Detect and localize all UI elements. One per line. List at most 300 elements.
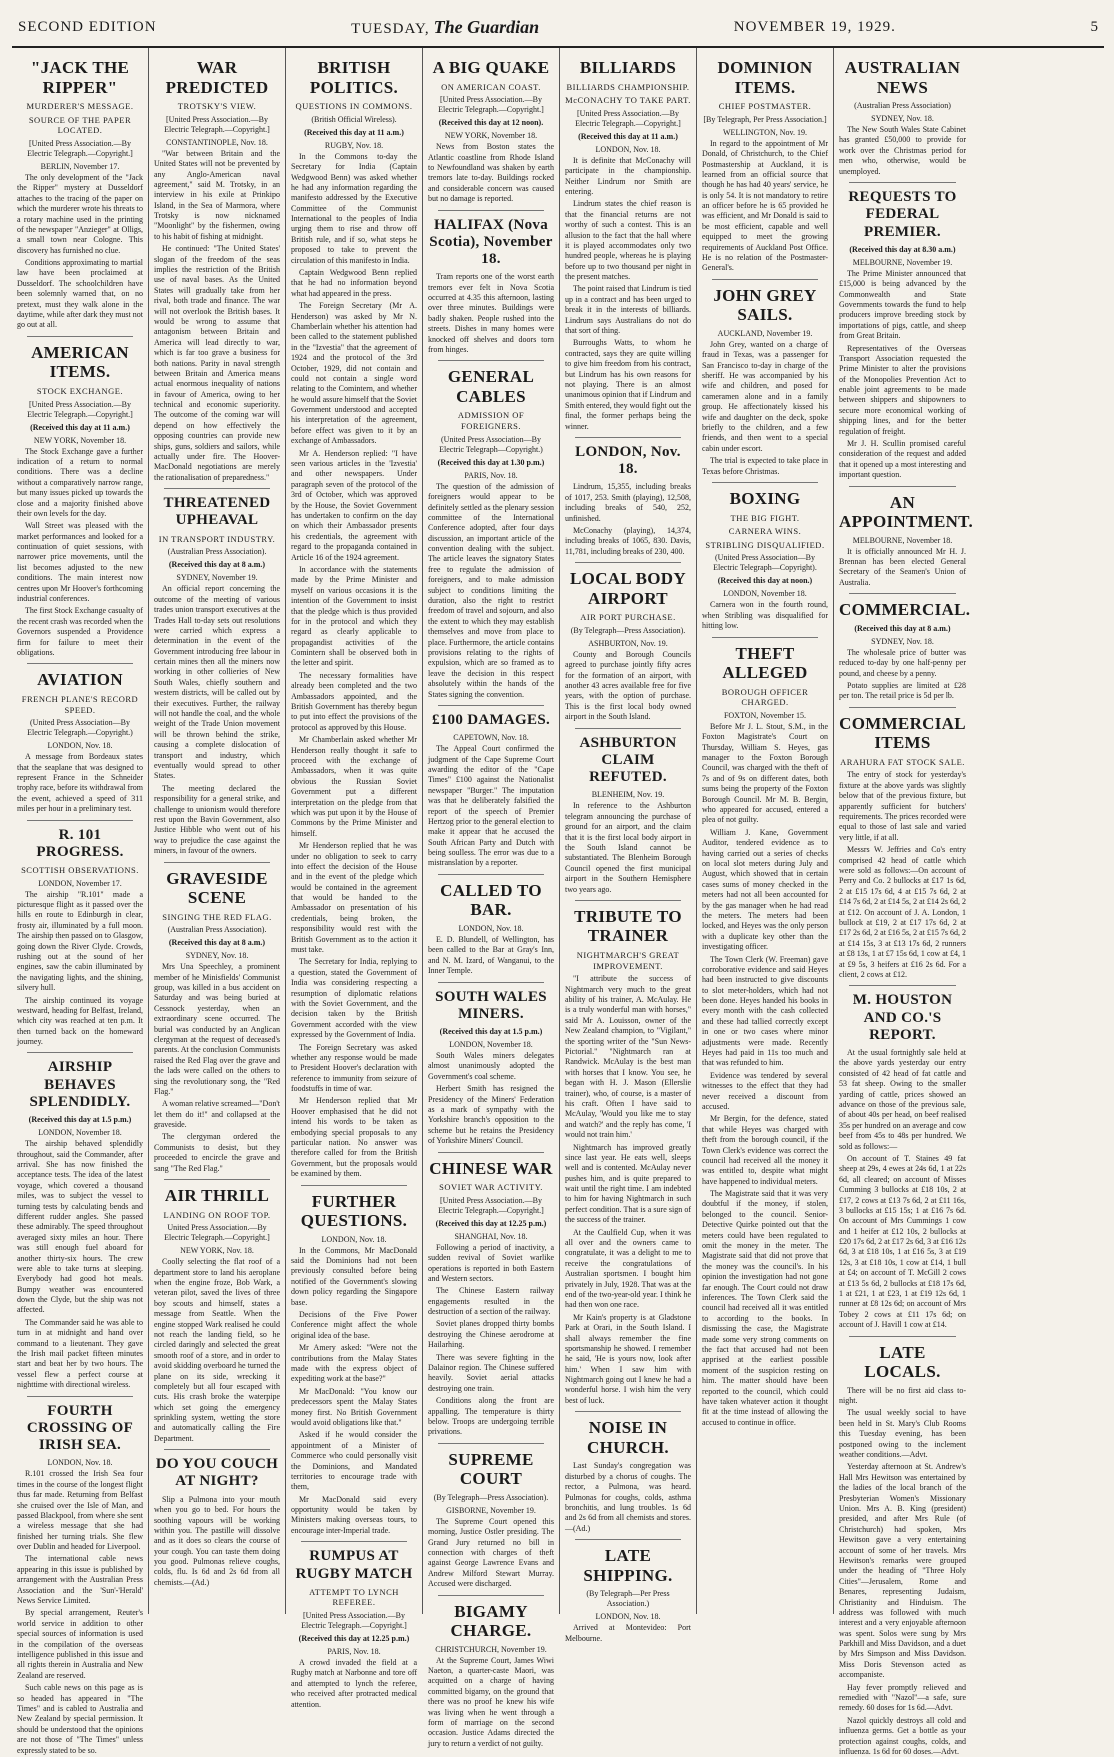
article-paragraph: Carnera won in the fourth round, when Stribling was disqualified for hitting low. [702,600,828,631]
article [428,58,554,205]
article-headline: REQUESTS TO FEDERAL PREMIER. [848,189,957,240]
article-paragraph: E. D. Blundell, of Wellington, has been called to the Bar at Gray's Inn, and N. M. Izard, of Wanganui, to the Inner Temple. [428,934,554,976]
article-paragraph: Mr A. Henderson replied: "I have seen various articles in the 'Izvestia' and other newspapers. Under paragraph seven of the protocol of the 3rd of October, which was approved by the House, the Soviet Government has undertaken to confirm on the day on which their Ambassador presents his credentials, the agreement with regard to the propaganda contained in Article 16 of the 1924 agreement. [291,448,417,562]
article-paragraph: He continued: "The United States' slogan of the freedom of the seas implies the restriction of the British use of naval bases. As the United States will gradually take from her rival, both trade and finance. The war will not overlook the British bases. It would be wrong to assume that antagonism between Britain and America will lead directly to war, which is far too grave a business for both nations. Parity in naval strength between Britain and America means actual enormous inequality of nations in favour of America, owing to her technical and economic superiority. The outcome of the coming war will depend on how effectively the opposing countries can provide new ships, guns, soldiers and sailors, while actually under fire. The Hoover-MacDonald negotiations are merely the rationalisation of preparedness." [154,244,280,482]
article-paragraph: Arrived at Montevideo: Port Melbourne. [565,1623,691,1643]
article-divider [849,707,956,708]
article [702,644,828,1429]
column-6 [697,48,834,1614]
article-credit: [United Press Association.—By Electric Telegraph.—Copyright.] [301,1611,407,1630]
article-divider [438,1595,544,1596]
article-received-time: (Received this day at 8.30 a.m.) [849,244,956,254]
article-headline: THEFT ALLEGED [722,643,808,683]
article-paragraph: Mr Bergin, for the defence, stated that while Heyes was charged with theft from the borough council, if the Town Clerk's evidence was correct the council had received all the money it was entitled to, despite what might have happened to individual meters. [702,1114,828,1186]
article-paragraph: At the Supreme Court, James Wiwi Naeton, a quarter-caste Maori, was acquitted on a charge of having committed bigamy, on the ground that there was no proof he knew his wife was living when he went through a form of marriage on the second occasion. Justice Adams directed the jury to return a verdict of not guilty. [428,1655,554,1748]
issue-date: NOVEMBER 19, 1929. [733,18,896,35]
article-paragraph: R.101 crossed the Irish Sea four times in the course of the longest flight thus far made. Returning from Belfast she cruised over the Isle of Man, and passed Blackpool, from where she sent a wireless message that she had finished her turning trials. She flew over Dublin and headed for Liverpool. [17,1469,143,1552]
article-paragraph: The international cable news appearing in this issue is published by arrangement with the Australian Press Association and the 'Sun'-'Herald' News Service Limited. [17,1554,143,1606]
article-headline: FOURTH CROSSING OF IRISH SEA. [26,1402,134,1454]
article-headline: £100 DAMAGES. [431,711,551,728]
article-headline: CALLED TO BAR. [440,880,542,920]
article-paragraph: Messrs W. Jeffries and Co's entry comprised 42 head of cattle which were sold as follows:—On account of Perry and Co. 2 bullocks at £17 1s 6d, 2 at £15 17s 6d, 4 at £15 7s 6d, 2 at £14 7s 6d, 2 at £14 5s, 2 at £14 2s 6d, 2 at £12. On account of J. A. London, 1 bullock at £19, 2 at £17 17s 6d, 2 at £17 2s 6d, 2 at £16 5s, 2 at £15 7s 6d, 2 at £14 15s, 3 at £13 17s 6d, 2 runners at £8 13s, 1 at £7 15s 6d, 1 cow at £4, 1 at £9 5s, 3 heifers at £16 2s 6d. For a client, 2 cows at £12. [839,845,966,979]
article-dateline: NEW YORK, Nov. 18. [180,1246,254,1256]
article-headline: BIGAMY CHARGE. [450,1601,532,1641]
article-subhead: FRENCH PLANE'S RECORD SPEED. [21,693,139,715]
article-paragraph: The Chinese Eastern railway engagements resulted in the destruction of a section of the railway. [428,1286,554,1317]
article-paragraph: The entry of stock for yesterday's fixture at the above yards was slightly below that of the previous fixture, but apparently sufficient for butchers' requirements. The prices recorded were equal to those of last sale and varied very little, if at all. [839,770,966,842]
article-subhead: THE BIG FIGHT. [730,512,800,523]
article-received-time: (Received this day at noon.) [717,576,813,586]
article-subhead: IN TRANSPORT INDUSTRY. [158,533,276,544]
article [17,670,143,814]
article [17,827,143,1048]
article [839,58,966,177]
article [291,1548,417,1710]
article-paragraph: At the Caulfield Cup, when it was all over and the owners came to congratulate, it was a delight to me to receive the congratulations of Australian sportsmen. I bought him privately in July, 1928. That was at the end of the two-year-old year. I think he had then won one race. [565,1227,691,1310]
article-subhead: CARNERA WINS. [728,526,802,537]
article-subhead: MURDERER'S MESSAGE. [26,101,134,112]
article-headline: BOXING [729,488,801,508]
article [565,735,691,895]
article-paragraph: Lindrum states the chief reason is that the financial returns are not worthy of such a contest. This is an allusion to the fact that the hall where it is played accommodates only two hundred people, whereas he is playing before up to two thousand per night in the present matches. [565,199,691,282]
article-dateline: LONDON, Nov. 18. [458,923,524,933]
article-headline: LATE SHIPPING. [583,1546,673,1585]
article-subhead: CHIEF POSTMASTER. [718,101,812,112]
article [565,907,691,1406]
article-headline: HALIFAX (Nova Scotia), November 18. [429,216,553,268]
article-paragraph: Nazol quickly destroys all cold and influenza germs. Get a bottle as your protection against coughs, colds, and influenza. 1s 6d for 60 doses.—Advt. [839,1715,966,1756]
article-received-time: (Received this day at 1.5 p.m.) [28,1115,132,1125]
article-divider [575,900,681,901]
article-paragraph: A message from Bordeaux states that the seaplane that was designed to represent France in the Schneider trophy race, before its withdrawal from the event, achieved a speed of 311 miles per hour in a preliminary test. [17,752,143,814]
article [154,1456,280,1588]
article-subhead: STOCK EXCHANGE. [36,385,124,396]
article-paragraph: Mr MacDonald said every opportunity would be taken by Ministers making overseas tours, to encourage inter-Imperial trade. [291,1494,417,1535]
article [154,495,280,856]
article-dateline: CHRISTCHURCH, November 19. [435,1644,547,1654]
article-divider [575,562,681,563]
article-received-time: (Received this day at 1.5 p.m.) [439,1027,543,1037]
article-paragraph: The Supreme Court opened this morning, Justice Ostler presiding. The Grand Jury returned no bill in connection with charges of theft against George Lawrence Evans and Andrew Milford Stewart Murray. Accused were discharged. [428,1516,554,1589]
article [565,1546,691,1644]
article-subhead: McCONACHY TO TAKE PART. [565,95,691,106]
article-paragraph: Evidence was tendered by several witnesses to the effect that they had never received a discount from accused. [702,1070,828,1111]
article-paragraph: A crowd invaded the field at a Rugby match at Narbonne and tore off and attempted to lynch the referee, who received after protracted medical attention. [291,1658,417,1709]
article-paragraph: Following a period of inactivity, a sudden revival of Soviet warlike operations is reported in both Eastern and Western sectors. [428,1242,554,1283]
article-dateline: LONDON, Nov. 18. [47,741,113,751]
article-received-time: (Received this day at 1.30 p.m.) [437,457,545,467]
article-subhead: ATTEMPT TO LYNCH REFEREE. [309,1586,399,1608]
article-credit: (By Telegraph—Press Association). [570,625,686,635]
article [428,881,554,977]
article-dateline: PARIS, Nov. 18. [464,470,518,480]
article-received-time: (Received this day at 12.25 p.m.) [298,1634,410,1643]
article-paragraph: McConachy (playing), 14,374, including breaks of 1065, 830. Davis, 11,781, including breaks of 230, 400. [565,526,691,556]
article-paragraph: Conditions approximating to martial law have been proclaimed at Dusseldorf. The schoolchildren have been solemnly warned that, on no pretext, must they walk alone in the daytime, while after dark they must not go out at all. [17,258,143,330]
article-paragraph: In regard to the appointment of Mr Donald, of Christchurch, to the Chief Postmastership at Auckland, it is learned from an official source that though he has had 40 years' service, he is only 54. It is not mandatory to retire an officer before he is 65 provided he was efficient, and Mr Donald is said to be most efficient, capable and well equipped to meet the growing requirements of Auckland Post Office. He is no relation of the Postmaster-General's. [702,138,828,273]
article-subhead: AIR PORT PURCHASE. [580,612,676,623]
article-paragraph: Mrs Una Speechley, a prominent member of he Minisfields' Communist group, was killed in a bus accident on Saturday and was being buried at Cessnock yesterday, when an extraordinary scene occurred. The burial was conducted by an Anglican clergyman at the request of deceased's parents. At the conclusion Communists raised the Red Flag over the grave and the lads were called on the others to sing the revolutionary song, the "Red Flag." [154,962,280,1096]
article-credit: (British Official Wireless). [311,114,397,124]
article-headline: AMERICAN ITEMS. [31,342,129,382]
article-paragraph: There was severe fighting in the Dalainor region. The Chinese suffered heavily. Soviet aerial attacks destroying one train. [428,1352,554,1393]
article-paragraph: In accordance with the statements made by the Prime Minister and myself on various occasions it is the intention of the Government to insist that the pledge which is thus provided for in the protocol and which they regard as clearly applicable to propagandist activities of the Comintern shall be observed both in the letter and spirit. [291,564,417,668]
article-divider [438,360,544,361]
column-7 [834,48,974,1756]
article-credit: (Australian Press Association) [854,101,951,111]
article-dateline: SYDNEY, Nov. 18. [185,951,249,961]
article-credit: [United Press Association.—By Electric Telegraph.—Copyright.] [27,399,133,419]
column-3 [286,48,423,1709]
article-divider [27,1052,133,1053]
article-dateline: WELLINGTON, Nov. 19. [723,127,807,137]
edition-label: SECOND EDITION [18,18,157,35]
article-dateline: BLENHEIM, Nov. 19. [591,790,665,800]
article-dateline: LONDON, Nov. 18. [595,144,661,154]
article-dateline: SYDNEY, November 19. [176,573,258,583]
weekday: TUESDAY, [351,20,430,37]
article-headline: "JACK THE RIPPER" [30,58,130,97]
article-paragraph: The clergyman ordered the Communists to desist, but they proceeded to encircle the grave and sang "The Red Flag." [154,1132,280,1173]
article-dateline: LONDON, Nov. 18. [595,1612,661,1622]
article-paragraph: It is officially announced Mr H. J. Brennan has been elected General Secretary of the Seamen's Union of Australia. [839,546,966,587]
article-divider [301,1541,407,1542]
article-paragraph: It is definite that McConachy will participate in the championship. Neither Lindrum nor Smith are entering. [565,155,691,196]
article-divider [438,1443,544,1444]
article-headline: DO YOU COUCH AT NIGHT? [155,1456,279,1490]
article-dateline: AUCKLAND, November 19. [717,328,813,338]
article [428,1602,554,1750]
article-paragraph: The trial is expected to take place in Texas before Christmas. [702,456,828,476]
column-5 [560,48,697,1643]
article [291,58,417,1180]
article-paragraph: Wall Street was pleased with the market performances and looked for a continuation of quiet sessions, with narrower price movements, until the list becomes adjusted to the new conditions. The main interest now centres upon Mr Hoover's forthcoming industrial conferences. [17,521,143,604]
article-headline: DOMINION ITEMS. [717,58,813,97]
article [565,58,691,432]
article-headline: SOUTH WALES MINERS. [435,988,547,1022]
article [839,600,971,702]
article-subhead: BOROUGH OFFICER CHARGED. [721,686,809,708]
article-headline: GENERAL CABLES [447,367,535,406]
article-paragraph: The Commander said he was able to turn in at midnight and hand over command to a lieutenant. They gave the Irish mail packet fifteen minutes start and beat her by two hours. The vessel flew a perfect course at nighttime with directional wireless. [17,1317,143,1390]
article-headline: R. 101 PROGRESS. [36,826,124,860]
article-received-time: (Received this day at 12.25 p.m.) [435,1218,547,1228]
article [839,992,966,1330]
article-credit: (United Press Association—By Electric Telegraph—Copyright.) [439,434,543,454]
article [17,1059,143,1390]
article-credit: [United Press Association.—By Electric Telegraph.—Copyright.] [164,114,270,134]
article-divider [164,1179,270,1180]
article-paragraph: Mr Kain's property is at Gladstone Park at Orari, in the South Island. I shall always remember the fine sportsmanship he showed. I remember he said, 'He is yours now, look after him.' When I saw him with Nightmarch going out I knew he had a wonderful horse. I wish him the very best of luck. [565,1312,691,1405]
article [17,1403,143,1756]
article-paragraph: The point raised that Lindrum is tied up in a contract and has been urged to break it in the interests of billiards. Lindrum says Australians do not do that sort of thing. [565,284,691,336]
article-subhead: LANDING ON ROOF TOP. [163,1209,271,1220]
article-headline: NOISE IN CHURCH. [587,1418,669,1457]
article-headline: CHINESE WAR [429,1158,553,1178]
article-credit: [United Press Association.—By Electric Telegraph.—Copyright.] [438,95,544,115]
article-received-time: (Received this day at 11 a.m.) [304,127,404,137]
article-paragraph: "War between Britain and the United States will not be prevented by any Anglo-American naval agreement," said M. Trotsky, in an interview in his exile at Prinkipo Island, in the Sea of Marmora, where Trotsky is now nicknamed "Moonlight" by the fishermen, owing to his habit of fishing at midnight. [154,148,280,241]
article-paragraph: Representatives of the Overseas Transport Association requested the Prime Minister to alter the provisions of the Monopolies Prevention Act to enable joint agreements to be made between shippers and shipowners to secure more economical working of shipping lines, and for the better regulation of freight. [839,343,966,436]
article-received-time: (Received this day at 8 a.m.) [168,938,266,948]
article-divider [575,437,681,438]
article-divider [164,1449,270,1450]
article-paragraph: At the usual fortnightly sale held at the above yards yesterday our entry consisted of 42 head of fat cattle and 53 fat sheep. Owing to the smaller yarding of cattle, prices showed an advance on those of the previous sale, of about 40s per head, on beef realised 35s per hundred on an average and cow beef from 45s to 48s per hundred. We sold as follows:— [839,1048,966,1151]
article-credit: (United Press Association—By Electric Telegraph.—Copyright.) [27,718,133,738]
article-paragraph: The only development of the "Jack the Ripper" mystery at Dusseldorf attaches to the tracing of the paper on which the murderer wrote his threats to a rotary machine used in the printing of the newspaper "Anzieger" at Olligs, a small town near Cologne. This discovery has furnished no clue. [17,172,143,255]
article [17,58,143,331]
article-subhead: QUESTIONS IN COMMONS. [295,101,413,112]
article-paragraph: The question of the admission of foreigners would appear to be definitely settled as the plenary session committee of the International Conference adopted, after four days discussion, an important article of the convention dealing with the subject. The article leaves the signatory States free to regulate the admission of foreigners, and to make admission subject to conditions limiting the duration, also the right to restrict freedom of travel and sojourn, and also the extent to which they may establish themselves and move from place to place. Furthermore, the article contains provisions relating to the rights of expulsion, which are so framed as to leave the decision in this respect absolutely within the hands of the States signing the convention. [428,481,554,699]
article-headline: COMMERCIAL. [839,600,971,620]
article [291,1192,417,1537]
article-credit: [By Telegraph, Per Press Association.] [703,114,827,124]
article-paragraph: Before Mr J. L. Stout, S.M., in the Foxton Magistrate's Court on Thursday, William S. Heyes, gas manager to the Foxton Borough Council, was charged with the theft of 7s and of 9s on different dates, both sums being the property of the Foxton Borough Council. Mr M. B. Bergin, who appeared for accused, entered a plea of not guilty. [702,721,828,825]
article-subhead: SOURCE OF THE PAPER LOCATED. [28,114,132,136]
article [565,444,691,557]
article [702,489,828,632]
article-paragraph: Mr Henderson replied that he was under no obligation to seek to carry into effect the decision of the House and in the event of the pledge which would be contained in the agreement that would be handed to the Ambassador on presentation of his credentials, being broken, the responsibility would rest with the British Government as to the action it must take. [291,841,417,955]
article-paragraph: Last Sunday's congregation was disturbed by a chorus of coughs. The rector, a Pulmona, was heard. Pulmonas for coughs, colds, asthma bronchitis, and lung troubles. 1s 6d and 2s 6d from all chemists and stores.—(Ad.) [565,1461,691,1533]
columns-container [12,48,1104,1756]
column-2 [149,48,286,1614]
issue-date-group [351,17,539,38]
article-paragraph: "I attribute the success of Nightmarch very much to the great ability of his trainer, A. McAulay. He is a truly wonderful man with horses," said Mr A. Louisson, owner of the New Zealand champion, to "Vigilant," the sporting writer of the "Sun News-Pictorial." "Nightmarch ran at Randwick. McAulay is the best man with horses that I know. You see, he began with H. J. Mason (Ellerslie trainer), who, of course, is a master of his craft. Often I have said to McAulay, 'Would you like me to stay and watch?' and the reply has come, 'I would not train him.' [565,974,691,1140]
article [428,1159,554,1438]
article-paragraph: Burroughs Watts, to whom he contracted, says they are quite willing to give him freedom from his contract, but Lindrum has his own reasons for not playing. There is an almost unanimous opinion that if Lindrum and Smith entered, they would fight out the final, the former perhaps being the winner. [565,338,691,431]
article-divider [438,982,544,983]
article-divider [301,1185,407,1186]
article-credit: (Australian Press Association). [167,547,267,557]
article-dateline: CONSTANTINOPLE, Nov. 18. [166,137,268,147]
article-divider [27,820,133,821]
article-paragraph: The usual weekly social to have been held in St. Mary's Club Rooms this Tuesday evening, has been postponed owing to the inclement weather conditions.—Advt. [839,1408,966,1460]
article-divider [438,1152,544,1153]
article-dateline: BERLIN, November 17. [40,161,120,171]
article-headline: AVIATION [37,670,123,690]
article-paragraph: Slip a Pulmona into your mouth when you go to bed. For hours the soothing vapours will be working within you. The pastille will dissolve and as it does so clears the course of your cough. You can taste them doing you good. Pulmonas relieve coughs, colds, flu. Is 6d and 2s 6d from all chemists.—(Ad.) [154,1494,280,1587]
article [702,286,828,477]
article-headline: LONDON, Nov. 18. [575,443,681,478]
article [702,58,828,274]
article-divider [575,728,681,729]
article-paragraph: Mr Amery asked: "Were not the contributions from the Malay States made with the express object of expediting work at the base?" [291,1343,417,1384]
article-headline: AN APPOINTMENT. [839,492,974,532]
article-paragraph: The airship continued its voyage westward, heading for Belfast, Ireland, which city was reached at ten p.m. It then turned back on the homeward journey. [17,995,143,1047]
article-divider [438,705,544,706]
article [428,1450,554,1590]
article-paragraph: The Prime Minister announced that £15,000 is being advanced by the Commonwealth and State Governments towards the fund to help producers improve breeding stock by importations of pigs, cattle, and sheep from Great Britain. [839,268,966,341]
article-divider [712,279,818,280]
article-divider [849,486,956,487]
masthead [12,8,1104,48]
article-dateline: GISBORNE, November 19. [446,1505,536,1515]
article [565,1418,691,1534]
article-credit: (Australian Press Association). [167,925,267,935]
article-headline: THREATENED UPHEAVAL [163,495,271,529]
article-divider [575,1539,681,1540]
article-dateline: MELBOURNE, November 19. [852,257,953,267]
article-paragraph: Soviet planes dropped thirty bombs destroying the Chinese aerodrome at Hailarhing. [428,1319,554,1350]
article-divider [27,1396,133,1397]
article-paragraph: Potato supplies are limited at £28 per ton. The retail price is 5d per lb. [839,680,966,701]
article-paragraph: South Wales miners delegates almost unanimously adopted the Government's coal scheme. [428,1051,554,1081]
article-dateline: NEW YORK, November 18. [444,131,538,141]
article-credit: [United Press Association.—By Electric Telegraph.—Copyright.] [575,108,681,128]
column-4 [423,48,560,1748]
column-1 [12,48,149,1755]
article-divider [438,874,544,875]
article-paragraph: Tram reports one of the worst earth tremors ever felt in Nova Scotia occurred at 4.35 this afternoon, lasting over three minutes. Buildings were badly shaken. People rushed into the streets. Dishes in many homes were knocked off shelves and doors torn from hinges. [428,272,554,354]
article-subhead: TROTSKY'S VIEW. [177,101,257,112]
article-paragraph: The necessary formalities have already been completed and the two Ambassadors appointed, and the British Government has thereby begun to put into effect the provisions of the protocol as approved by this House. [291,670,417,732]
article [154,869,280,1175]
article-dateline: FOXTON, November 15. [723,710,807,720]
article-headline: LOCAL BODY AIRPORT [570,569,686,608]
article-headline: M. HOUSTON AND CO.'S REPORT. [852,992,953,1043]
article-dateline: LONDON, November 17. [38,878,122,888]
article [428,989,554,1147]
article-divider [575,1411,681,1412]
article [839,714,966,981]
article-divider [438,210,544,211]
article-subhead: SCOTTISH OBSERVATIONS. [21,865,139,875]
article-paragraph: The airship "R.101" made a picturesque flight as it passed over the hills en route to Edinburgh in clear, frosty air, illuminated by a full moon. The airship then passed on to Glasgow, going down the River Clyde. Crowds, rushing out at the sound of her engines, saw the cabin illuminated by the navigating lights, and the shining, silvery hull. [17,889,143,993]
article-dateline: LONDON, November 18. [723,589,807,599]
article-divider [849,593,956,594]
article [154,1186,280,1444]
article-headline: BILLIARDS [579,58,677,77]
article [565,569,691,722]
article [428,712,554,869]
article-dateline: LONDON, Nov. 18. [47,1458,113,1468]
article-divider [27,663,133,664]
article-paragraph: Captain Wedgwood Benn replied that he had no information beyond what had appeared in the press. [291,268,417,298]
article-dateline: RUGBY, Nov. 18. [324,140,384,150]
article-credit: (United Press Association—By Electric Telegraph—Copyright). [713,553,817,573]
article-credit: United Press Association.—By Electric Telegraph.—Copyright.] [164,1223,270,1243]
article-paragraph: County and Borough Councils agreed to purchase jointly fifty acres for the formation of an airport, with another 43 acres available free for five years, with the option of purchase. This is the first local body owned airport in the South Island. [565,649,691,722]
article-paragraph: The Stock Exchange gave a further indication of a return to normal conditions. There was a decline without a comparatively narrow range, but many issues picked up towards the close and a majority finished above their own levels for the day. [17,446,143,518]
article-paragraph: In reference to the Ashburton telegram announcing the purchase of ground for an airport, and the claim that it is the first local body airport in the South Island cannot be substantiated. The Blenheim Borough Council opened the first municipal airport in the Southern Hemisphere two years ago. [565,801,691,894]
article-paragraph: Mr Henderson replied that Mr Hoover emphasised that he did not intend his words to be taken as embodying special proposals to any particular nation. No answer was therefore called for from the British Government, but the proposals would be examined by them. [291,1096,417,1179]
article-paragraph: Decisions of the Five Power Conference might affect the whole original idea of the base. [291,1310,417,1340]
article-paragraph: On account of T. Staines 49 fat sheep at 29s, 4 ewes at 24s 6d, 1 at 22s 6d, all cleared; on account of Misses Cumming 3 bullocks at £18 10s, 2 at £17, 2 cows at £13 7s 6d, 2 at £11 16s, 3 bullocks at £15 15s; 1 at £16 7s 6d. On account of Mrs Cummings 1 cow and 1 heifer at £12 10s, 2 bullocks at £20 17s 6d, 2 at £17 2s 6d, 3 at £16 12s 6d, 3 at £18 10s, 1 at £16 5s, 3 at £19 12s, 3 at £18 10s, 1 cow at £14, 1 bull at £4; on account of T. McGill 2 cows at £13 5s 6d, 2 bullocks at £18 17s 6d, 1 at £21, 1 at £23, 1 at £19 12s 6d, 1 runner at £8 12s 6d; on account of Mrs Tobey 2 cows at £11 17s 6d; on account of J. Havill 1 cow at £14. [839,1153,966,1330]
article-paragraph: The New South Wales State Cabinet has granted £50,000 to provide for work over the Christmas period for men who, otherwise, would be unemployed. [839,125,966,176]
article-paragraph: The wholesale price of butter was reduced to-day by one half-penny per pound, and cheese by a penny. [839,647,966,678]
article-paragraph: Asked if he would consider the appointment of a Minister of Commerce who could personally visit the Dominions, and Mandated territories to encourage trade with them, [291,1430,417,1492]
article-divider [849,1336,956,1337]
paper-name: The Guardian [433,16,540,37]
article-credit: [United Press Association.—By Electric Telegraph.—Copyright.] [438,1195,544,1215]
article-dateline: SYDNEY, Nov. 18. [871,636,934,646]
article-dateline: SHANGHAI, Nov. 18. [454,1231,528,1241]
article-paragraph: Hay fever promptly relieved and remedied with "Nazol"—a safe, sure remedy. 60 doses for 1s 6d.—Advt. [839,1682,966,1713]
article-paragraph: Yesterday afternoon at St. Andrew's Hall Mrs Hewitson was entertained by the ladies of the local branch of the Presbyterian Women's Missionary Union. Mrs A. B. King (president) presided, and after Mrs Rule (of Christchurch) had spoken, Mrs Hewitson gave a very entertaining account of some of her travels. Mrs Hewitson's remarks were grouped under the heading of "Three Holy Cities"—Jerusalem, Rome and Benares, representing Judaism, Christianity and Hinduism. The address was followed with much interest and a very enjoyable afternoon was spent. Solos were sung by Mrs Parkhill and Miss Davidson, and a duet by Mrs Simpson and Miss Davidson. Miss Doris Stevenson acted as accompaniste. [839,1462,966,1680]
article-headline: GRAVESIDE SCENE [166,868,268,908]
article-dateline: NEW YORK, November 18. [33,435,127,445]
article-headline: JOHN GREY SAILS. [713,285,817,325]
article-divider [712,637,818,638]
article-paragraph: Such cable news on this page as is so headed has appeared in "The Times" and is cabled to Australia and New Zealand by special permission. It should be understood that the opinions are not those of "The Times" unless expressly stated to be so. [17,1683,143,1755]
article-headline: FURTHER QUESTIONS. [300,1191,408,1231]
article-headline: SUPREME COURT [448,1449,534,1489]
article-paragraph: Herbert Smith has resigned the Presidency of the Miners' Federation as a mark of sympathy with the Yorkshire branch's opposition to the scheme but he retains the Presidency of Yorkshire Miners' Council. [428,1084,554,1146]
article-paragraph: The Secretary for India, replying to a question, stated the Government of India was considering respecting a resumption of diplomatic relations with the Soviet Government, and the decision taken by the British Government accorded with the view expressed by the Government of India. [291,957,417,1040]
article-paragraph: The Magistrate said that it was very doubtful if the money, if stolen, belonged to the council. Senior-Detective Quirke pointed out that the meters could have been regulated to omit the money in the meter. The Magistrate said that did not prove that the money was the council's. In his opinion the investigation had not gone far enough. The Court could not draw inferences. The Town Clerk said the council had received all it was entitled to according to the books. In dismissing the case, the Magistrate made some very strong comments on the fact that accused had not been apprised at the earliest possible moment of the suspicion resting on him. The matter should have been reported to the council, which could have taken whatever action it thought fit at the time instead of allowing the accused to continue in office. [702,1189,828,1427]
article-paragraph: Mr Chamberlain asked whether Mr Henderson really thought it safe to proceed with the exchange of Ambassadors, when it was quite obvious the Russian Soviet Government put a different interpretation on the pledge from that which was put upon it by the House of Commons by the Prime Minister and himself. [291,735,417,838]
article-divider [27,336,133,337]
article-paragraph: News from Boston states the Atlantic coastline from Rhode Island to Newfoundland was shaken by earth tremors late to-day. Buildings rocked and considerable concern was caused but no damage is reported. [428,142,554,204]
article-headline: AUSTRALIAN NEWS [844,58,961,97]
article-headline: AIR THRILL [164,1186,270,1206]
article-subhead: NIGHTMARCH'S GREAT IMPROVEMENT. [576,950,680,971]
article-paragraph: The Foreign Secretary (Mr A. Henderson) was asked by Mr N. Chamberlain whether his attention had been called to the statement published in the "Izvestia" that the agreement of 1924 and the protocol of the 3rd October, 1929, did not contain and could not contain a single word relating to the Comintern, and whether he would assure himself that the Soviet Government understood and accepted his interpretation of the agreement, before effect was given to it by an exchange of Ambassadors. [291,301,417,446]
article [154,58,280,483]
article-paragraph: The Foreign Secretary was asked whether any response would be made to President Hoover's declaration with reference to immunity from seizure of foodstuffs in time of war. [291,1042,417,1094]
article-dateline: LONDON, November 18. [38,1128,122,1138]
article-headline: LATE LOCALS. [864,1342,941,1382]
article-paragraph: In the Commons to-day the Secretary for India (Captain Wedgwood Benn) was asked whether he had any information regarding the manifesto addressed by the Executive Committee of the Communist International to the peoples of India urging them to rise and throw off British rule, and if so, what steps he proposed to take to prevent the circulation of this manifesto in India. [291,151,417,265]
article-received-time: (Received this day at 8 a.m.) [168,560,266,570]
article-dateline: CAPETOWN, Nov. 18. [453,733,529,743]
article-credit: [United Press Association.—By Electric Telegraph.—Copyright.] [27,138,133,158]
article-subhead: ARAHURA FAT STOCK SALE. [840,756,965,767]
article-dateline: LONDON, Nov. 18. [321,1234,387,1244]
article-subhead: ADMISSION OF FOREIGNERS. [457,410,525,432]
article-headline: AIRSHIP BEHAVES SPLENDIDLY. [29,1059,131,1110]
page-number: 5 [1090,18,1098,35]
article-paragraph: The Appeal Court confirmed the judgment of the Cape Supreme Court awarding the editor of the "Cape Times" £100 against the Nationalist newspaper "Burger." The imputation was that he deliberately falsified the report of the speech of Premier Hertzog prior to the general election to make it appear that he accused the South African Party and Dutch with being soulless. The error was due to a mistranslation by a reporter. [428,744,554,868]
article [17,343,143,659]
article-paragraph: By special arrangement, Reuter's world service in addition to other special sources of information is used in the compilation of the overseas intelligence published in this issue and all rights therein in Australia and New Zealand are reserved. [17,1608,143,1680]
article-received-time: (Received this day at 11 a.m.) [30,422,130,432]
article-credit: (By Telegraph—Per Press Association.) [586,1589,670,1609]
article [428,367,554,700]
article-paragraph: William J. Kane, Government Auditor, tendered evidence as to having carried out a series of checks on local slot meters during July and August, which showed that in certain cases sums of money checked in the meters had not all been accounted for by the gas manager when he had read the meters. The meters had been locked, and Heyes was the only person with a duplicate key other than the investigating officer. [702,827,828,952]
article [839,492,974,589]
article-paragraph: There will be no first aid class to-night. [839,1385,966,1406]
article-paragraph: The meeting declared the responsibility for a general strike, and challenge to unionism would therefore rest upon the Bavin Government, also Justice Hibble who went out of his way to prejudice the case against the miners, in favour of the owners. [154,783,280,856]
article-paragraph: Mr MacDonald: "You know our predecessors spent the Malay States money first. No British Government would avoid obligations like that." [291,1386,417,1427]
article-subhead: ON AMERICAN COAST. [441,81,541,92]
article-subhead: BILLIARDS CHAMPIONSHIP. [566,81,690,92]
article-headline: RUMPUS AT RUGBY MATCH [295,1548,413,1582]
article-paragraph: A woman relative screamed—"Don't let them do it!" and collapsed at the graveside. [154,1099,280,1130]
article-headline: A BIG QUAKE [432,58,550,77]
article-headline: BRITISH POLITICS. [309,58,399,97]
article-paragraph: Conditions along the front are appalling. The temperature is thirty below. Troops are undergoing terrible privations. [428,1396,554,1437]
article-headline: COMMERCIAL ITEMS [839,713,966,753]
article-received-time: (Received this day at 12 noon). [438,118,544,128]
article-dateline: ASHBURTON, Nov. 19. [588,638,668,648]
article-paragraph: Lindrum, 15,355, including breaks of 1017, 253. Smith (playing), 12,508, including breaks of 540, 252, unfinished. [565,482,691,523]
article-subhead: STRIBLING DISQUALIFIED. [705,539,825,550]
article-divider [849,985,956,986]
article-headline: WAR PREDICTED [165,58,269,97]
article [839,1343,966,1757]
article-dateline: SYDNEY, Nov. 18. [871,114,934,124]
article-paragraph: The airship behaved splendidly throughout, said the Commander, after arrival. She has now finished the acceptance tests. The idea of the latest voyage, which covered a thousand miles, was to subject the vessel to turning tests by calculating bends and different rudder angles. She passed these admirably. The speed throughout averaged sixty miles an hour. There was still enough fuel aboard for another thirty-six hours. The crew were able to take turns at sleeping. Everybody had good hot meals. Bumpy weather was encountered down the Clyde, but the ship was not affected. [17,1139,143,1315]
article-paragraph: The Town Clerk (W. Freeman) gave corroborative evidence and said Heyes had been instructed to give discounts to slot meter-holders, which had not been done. Heyes handed his books in every month with the cash collected and these had tallied correctly except in one or two cases where minor adjustments were made. Recently Heyes had paid in 11s too much and that was refunded to him. [702,954,828,1068]
article-divider [712,482,818,483]
article-headline: ASHBURTON CLAIM REFUTED. [579,734,677,786]
article-paragraph: Coolly selecting the flat roof of a department store to land his aeroplane when the engine froze, Bob Wark, a veteran pilot, saved the lives of three boy scouts and himself, states a message from Seattle. When the engine stopped Wark realised he could not reach the landing field, so he circled daringly and selected the great smooth roof of a store, and in order to avoid skidding overboard he turned the plane on its side, wrecking it completely but all four escaped with cuts. His crash broke the waterpipe which set going the emergency sprinkling system, wetting the store and automatically calling the Fire Department. [154,1257,280,1443]
article-subhead: SINGING THE RED FLAG. [162,911,272,922]
article-dateline: MELBOURNE, November 18. [852,535,953,545]
article-divider [849,182,956,183]
article-paragraph: Mr J. H. Scullin promised careful consideration of the request and added that it opened up a most interesting and important question. [839,439,966,480]
